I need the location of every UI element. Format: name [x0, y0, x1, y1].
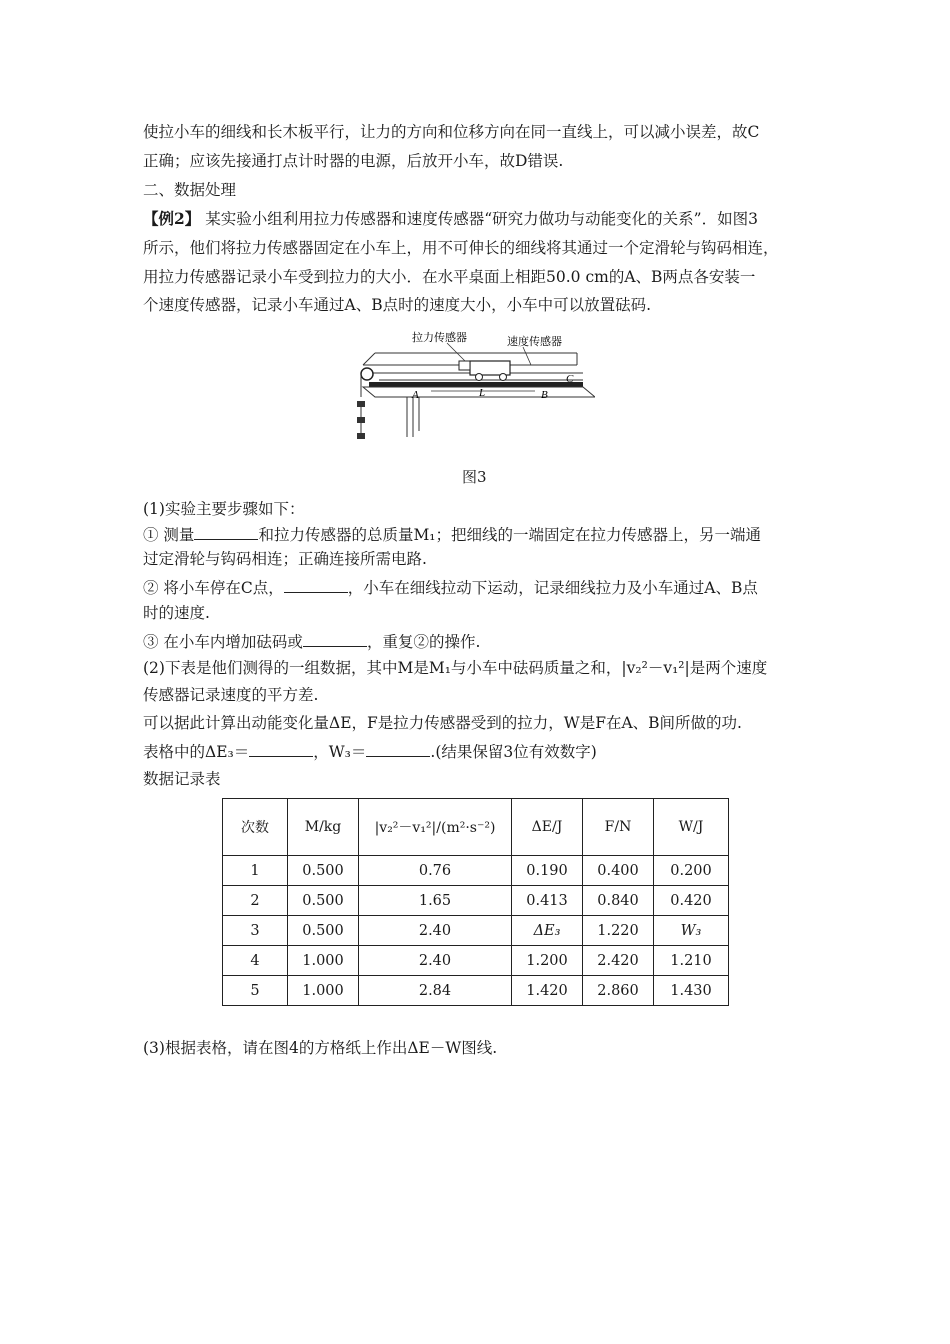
- point-b-label: B: [541, 389, 548, 401]
- table-cell: 0.840: [583, 886, 654, 916]
- table-cell: 1: [223, 856, 288, 886]
- table-cell: 0.500: [288, 856, 359, 886]
- table-title: 数据记录表: [143, 770, 221, 788]
- example-text: 某实验小组利用拉力传感器和速度传感器“研究力做功与动能变化的关系”．如图3: [200, 210, 758, 228]
- table-cell: 0.400: [583, 856, 654, 886]
- table-row: [223, 856, 729, 886]
- table-cell: 1.220: [583, 916, 654, 946]
- step-text: ③ 在小车内增加砝码或: [143, 633, 303, 651]
- step-text: ，重复②的操作.: [366, 633, 481, 651]
- question-line: [143, 741, 597, 762]
- table-row: [223, 976, 729, 1006]
- paragraph-line: 个速度传感器，记录小车通过A、B点时的速度大小，小车中可以放置砝码.: [143, 296, 652, 314]
- table-cell: 3: [223, 916, 288, 946]
- question-line: [143, 577, 758, 598]
- question-line: (3)根据表格，请在图4的方格纸上作出ΔE－W图线.: [143, 1039, 498, 1057]
- table-cell: 2.84: [359, 976, 512, 1006]
- table-cell: 1.200: [512, 946, 583, 976]
- step-text: .(结果保留3位有效数字): [430, 743, 597, 761]
- table-row: [223, 886, 729, 916]
- table-cell: 2.40: [359, 916, 512, 946]
- table-cell: 1.65: [359, 886, 512, 916]
- data-table: [222, 798, 729, 1006]
- table-row: [223, 916, 729, 946]
- table-cell: W₃: [654, 916, 729, 946]
- speed-sensor-label: 速度传感器: [507, 336, 562, 348]
- table-cell: 0.500: [288, 886, 359, 916]
- table-cell: 0.420: [654, 886, 729, 916]
- figure-caption: 图3: [462, 468, 487, 486]
- question-line: (2)下表是他们测得的一组数据，其中M是M₁与小车中砝码质量之和，|v₂²－v₁²|是两个速度: [143, 659, 768, 677]
- answer-blank[interactable]: [284, 577, 348, 593]
- table-cell: 0.76: [359, 856, 512, 886]
- header-cell: ΔE/J: [512, 799, 583, 856]
- apparatus-figure: [355, 325, 595, 455]
- table-cell: 0.200: [654, 856, 729, 886]
- answer-blank[interactable]: [194, 524, 258, 540]
- paragraph-line: 正确；应该先接通打点计时器的电源，后放开小车，故D错误.: [143, 152, 564, 170]
- table-cell: 2.420: [583, 946, 654, 976]
- point-c-label: C: [566, 373, 574, 385]
- step-text: ，W₃＝: [313, 743, 367, 761]
- table-cell: 1.430: [654, 976, 729, 1006]
- section-heading: 二、数据处理: [143, 181, 237, 199]
- table-cell: 2.860: [583, 976, 654, 1006]
- point-a-label: A: [412, 389, 419, 401]
- sensor-label: 拉力传感器: [412, 332, 467, 344]
- question-line: 传感器记录速度的平方差.: [143, 686, 319, 704]
- table-row: [223, 946, 729, 976]
- question-line: 过定滑轮与钩码相连；正确连接所需电路.: [143, 550, 427, 568]
- paragraph-line: 所示，他们将拉力传感器固定在小车上，用不可伸长的细线将其通过一个定滑轮与钩码相连，: [143, 239, 779, 257]
- question-line: (1)实验主要步骤如下：: [143, 500, 305, 518]
- table-cell: 1.210: [654, 946, 729, 976]
- table-cell: 1.000: [288, 976, 359, 1006]
- answer-blank[interactable]: [366, 741, 430, 757]
- header-cell: 次数: [223, 799, 288, 856]
- question-line: [143, 631, 480, 652]
- header-cell: M/kg: [288, 799, 359, 856]
- table-cell: 0.413: [512, 886, 583, 916]
- answer-blank[interactable]: [303, 631, 367, 647]
- step-text: 和拉力传感器的总质量M₁；把细线的一端固定在拉力传感器上，另一端通: [258, 526, 762, 544]
- table-cell: ΔE₃: [512, 916, 583, 946]
- step-text: ② 将小车停在C点，: [143, 579, 284, 597]
- table-cell: 2: [223, 886, 288, 916]
- example-tag: 【例2】: [143, 209, 201, 228]
- answer-blank[interactable]: [249, 741, 313, 757]
- example-intro: [143, 209, 758, 229]
- table-cell: 4: [223, 946, 288, 976]
- step-text: ，小车在细线拉动下运动，记录细线拉力及小车通过A、B点: [347, 579, 758, 597]
- table-cell: 2.40: [359, 946, 512, 976]
- question-line: [143, 524, 761, 545]
- paragraph-line: 使拉小车的细线和长木板平行，让力的方向和位移方向在同一直线上，可以减小误差，故C: [143, 123, 760, 141]
- header-cell: F/N: [583, 799, 654, 856]
- table-cell: 0.500: [288, 916, 359, 946]
- length-label: L: [479, 387, 486, 399]
- table-header-row: [223, 799, 729, 856]
- table-cell: 0.190: [512, 856, 583, 886]
- step-text: 表格中的ΔE₃＝: [143, 743, 250, 761]
- header-cell: W/J: [654, 799, 729, 856]
- header-cell: |v₂²－v₁²|/(m²·s⁻²): [359, 799, 512, 856]
- paragraph-line: 用拉力传感器记录小车受到拉力的大小．在水平桌面上相距50.0 cm的A、B两点各安装一: [143, 268, 756, 286]
- table-cell: 5: [223, 976, 288, 1006]
- question-line: 时的速度.: [143, 604, 210, 622]
- table-cell: 1.000: [288, 946, 359, 976]
- question-line: 可以据此计算出动能变化量ΔE，F是拉力传感器受到的拉力，W是F在A、B间所做的功.: [143, 714, 742, 732]
- step-text: ① 测量: [143, 526, 195, 544]
- table-cell: 1.420: [512, 976, 583, 1006]
